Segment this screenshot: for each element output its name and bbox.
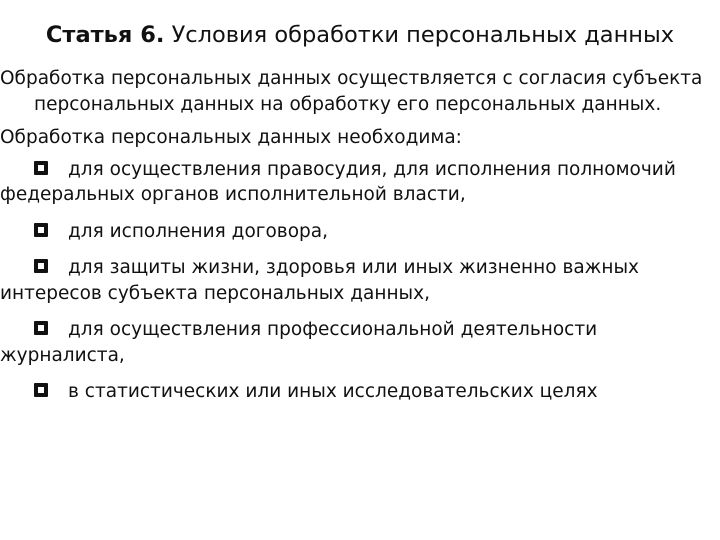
list-item <box>34 379 712 405</box>
title-text: Условия обработки персональных данных <box>171 22 675 48</box>
paragraph-consent: Обработка персональных данных осуществляется с согласия субъекта персональных данных на обработку его персональных данных. <box>0 68 703 115</box>
list-item-text: в статистических или иных исследовательских целях <box>68 381 598 402</box>
list-item-continuation: интересов субъекта персональных данных, <box>0 282 430 304</box>
list-item <box>34 219 712 245</box>
content-body <box>0 66 712 416</box>
paragraph-necessity: Обработка персональных данных необходима: <box>0 127 462 148</box>
checkbox-square-icon <box>34 321 48 335</box>
checkbox-square-icon <box>34 223 48 237</box>
page-title <box>0 20 720 50</box>
list-item <box>0 317 712 368</box>
list-item <box>0 157 712 208</box>
checkbox-square-icon <box>34 383 48 397</box>
list-item-text: для осуществления правосудия, для исполнения полномочий <box>68 158 676 180</box>
list-item-text: для осуществления профессиональной деятельности <box>68 319 598 340</box>
list-item-continuation: журналиста, <box>0 344 125 366</box>
checkbox-square-icon <box>34 161 48 175</box>
conditions-list <box>0 157 712 405</box>
list-item <box>0 255 712 306</box>
title-article-number: Статья 6. <box>45 22 165 48</box>
list-item-text: для исполнения договора, <box>68 220 328 242</box>
list-item-continuation: федеральных органов исполнительной власти, <box>0 184 466 205</box>
checkbox-square-icon <box>34 259 48 273</box>
list-item-text: для защиты жизни, здоровья или иных жизненно важных <box>68 257 639 278</box>
